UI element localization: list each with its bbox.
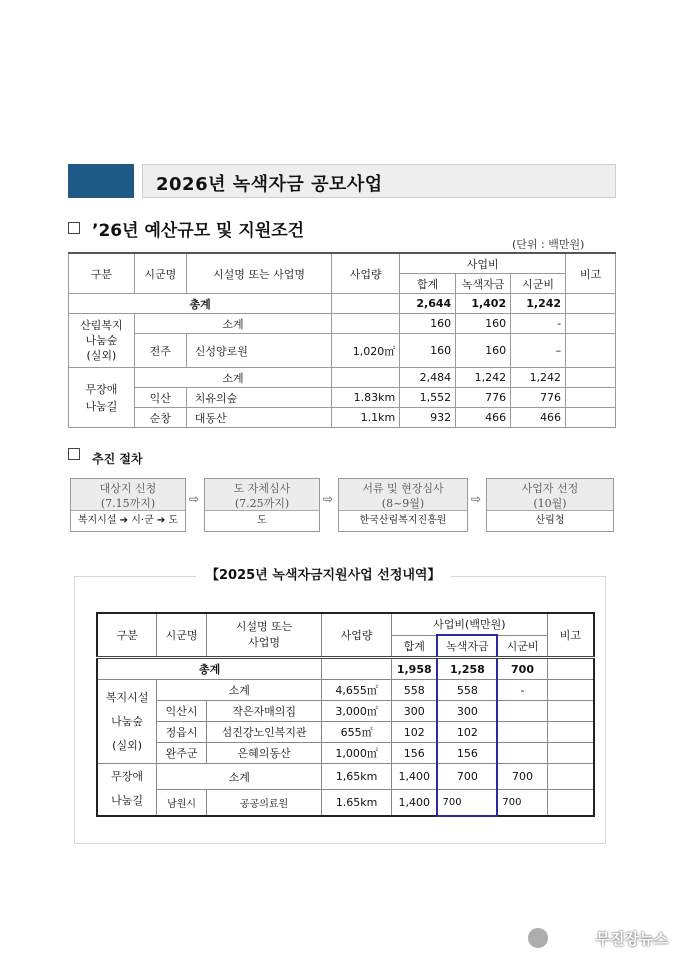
table-row [69, 368, 616, 388]
table-cell: - [497, 680, 547, 701]
table-cell: 655㎡ [322, 722, 392, 743]
table-cell: 156 [437, 743, 497, 764]
subtotal-label: 소계 [134, 314, 331, 334]
header-gubun: 구분 [97, 613, 157, 658]
step-period: (8~9월) [381, 497, 425, 510]
step-period: (10월) [533, 497, 567, 510]
header-note: 비고 [566, 253, 616, 294]
table-cell: 1.65km [322, 790, 392, 816]
table-cell: 치유의숲 [186, 388, 332, 408]
table-cell: 700 [497, 658, 547, 680]
table-cell: 2,644 [400, 294, 456, 314]
table-cell: 3,000㎡ [322, 701, 392, 722]
table-cell: 1,242 [511, 294, 566, 314]
table-cell [566, 408, 616, 428]
arrow-right-icon: ⇨ [189, 492, 200, 506]
table-cell: 익산시 [157, 701, 207, 722]
grand-total-label: 총계 [69, 294, 332, 314]
table-cell: 1,258 [437, 658, 497, 680]
table-cell [547, 722, 594, 743]
table-row [97, 701, 594, 722]
procedure-step-3 [338, 478, 468, 532]
step-actor: 한국산림복지진흥원 [359, 515, 447, 526]
watermark: 무진장뉴스 [595, 930, 668, 948]
step-title: 사업자 선정 [521, 482, 579, 495]
table-cell: 160 [400, 314, 456, 334]
results-table [96, 612, 595, 817]
table-cell: 대동산 [186, 408, 332, 428]
procedure-step-4 [486, 478, 614, 532]
header-gubun: 구분 [69, 253, 135, 294]
table-cell: 700 [497, 790, 547, 816]
header-facility-line: 시설명 또는 [235, 620, 293, 633]
table-cell: 4,655㎡ [322, 680, 392, 701]
table-header-row [97, 613, 594, 635]
section-heading-procedure: 추진 절차 [92, 452, 143, 466]
table-row [69, 388, 616, 408]
table-row [69, 334, 616, 368]
table-cell: 558 [392, 680, 438, 701]
category-line: 나눔길 [85, 399, 118, 413]
category-line: 산림복지 [80, 319, 123, 332]
header-local: 시군비 [497, 635, 547, 658]
category-line: 나눔길 [111, 794, 144, 808]
table-cell: 700 [437, 764, 497, 790]
section-heading-budget: ’26년 예산규모 및 지원조건 [92, 221, 305, 241]
table-header-row [69, 253, 616, 274]
subtotal-label: 소계 [134, 368, 331, 388]
subtotal-label: 소계 [157, 680, 322, 701]
checkbox-icon [68, 222, 80, 234]
table-cell: 466 [456, 408, 511, 428]
category-cell [97, 680, 157, 764]
table-cell: 300 [437, 701, 497, 722]
procedure-step-2 [204, 478, 320, 532]
table-cell [547, 680, 594, 701]
table-cell: 776 [511, 388, 566, 408]
table-cell: 1.1km [332, 408, 400, 428]
table-cell: 1,400 [392, 790, 438, 816]
title-accent-bar [68, 164, 134, 198]
table-cell: 160 [456, 334, 511, 368]
procedure-step-1 [70, 478, 186, 532]
category-line: 무장애 [85, 382, 118, 396]
category-cell [69, 368, 135, 428]
table-cell [332, 294, 400, 314]
category-cell [97, 764, 157, 816]
table-cell: 1,000㎡ [322, 743, 392, 764]
table-cell [547, 658, 594, 680]
table-cell: 1,65km [322, 764, 392, 790]
category-line: (실외) [112, 738, 143, 752]
table-cell: 1,020㎡ [332, 334, 400, 368]
table-cell: 1,242 [456, 368, 511, 388]
table-cell [566, 314, 616, 334]
watermark-logo-icon [528, 928, 548, 948]
table-cell: 완주군 [157, 743, 207, 764]
table-cell: 1,400 [392, 764, 438, 790]
table-cell: 932 [400, 408, 456, 428]
step-actor: 복지시설 ➔ 시·군 ➔ 도 [77, 515, 179, 526]
table-row [97, 764, 594, 790]
table-cell [497, 743, 547, 764]
table-cell: 1,242 [511, 368, 566, 388]
table-cell: 신성양로원 [186, 334, 332, 368]
step-title: 도 자체심사 [233, 482, 291, 495]
table-cell [332, 314, 400, 334]
header-facility [206, 613, 321, 658]
table-cell: 1,402 [456, 294, 511, 314]
table-cell: 섬진강노인복지관 [206, 722, 321, 743]
step-title: 대상지 신청 [99, 482, 157, 495]
step-actor: 도 [257, 515, 267, 526]
category-line: 나눔숲 [111, 714, 144, 728]
table-row [97, 722, 594, 743]
table-cell: 전주 [134, 334, 186, 368]
table-cell [566, 334, 616, 368]
table-cell [547, 743, 594, 764]
table-cell [332, 368, 400, 388]
budget-table [68, 252, 616, 428]
table-cell [497, 722, 547, 743]
header-green: 녹색자금 [437, 635, 497, 658]
table-cell [547, 701, 594, 722]
table-cell: 700 [437, 790, 497, 816]
table-cell [566, 388, 616, 408]
header-amount: 사업량 [332, 253, 400, 294]
header-facility-line: 사업명 [248, 636, 281, 649]
table-row [97, 680, 594, 701]
table-cell: 1.83km [332, 388, 400, 408]
table-cell: 1,958 [392, 658, 438, 680]
table-cell: 700 [497, 764, 547, 790]
table-cell: 은혜의동산 [206, 743, 321, 764]
grand-total-label: 총계 [97, 658, 322, 680]
header-local: 시군비 [511, 274, 566, 294]
table-cell: 776 [456, 388, 511, 408]
header-total: 합계 [400, 274, 456, 294]
table-cell: 1,552 [400, 388, 456, 408]
step-title-box [339, 479, 467, 511]
table-cell: 156 [392, 743, 438, 764]
table-row [97, 743, 594, 764]
table-row-grand-total [69, 294, 616, 314]
header-facility: 시설명 또는 사업명 [186, 253, 332, 294]
category-cell [69, 314, 135, 368]
table-cell [566, 294, 616, 314]
table-cell: 466 [511, 408, 566, 428]
table-cell: 102 [392, 722, 438, 743]
arrow-right-icon: ⇨ [471, 492, 482, 506]
table-row-grand-total [97, 658, 594, 680]
table-cell [566, 368, 616, 388]
step-title-box [71, 479, 185, 511]
table-row [69, 408, 616, 428]
table-row [69, 314, 616, 334]
table-cell [497, 701, 547, 722]
unit-label: (단위 : 백만원) [512, 238, 585, 251]
table-cell: 160 [400, 334, 456, 368]
table-cell [547, 790, 594, 816]
step-title-box [205, 479, 319, 511]
table-cell [322, 658, 392, 680]
category-line: 나눔숲 [85, 334, 118, 347]
step-title: 서류 및 현장심사 [362, 482, 444, 495]
header-cost: 사업비(백만원) [392, 613, 548, 635]
header-amount: 사업량 [322, 613, 392, 658]
arrow-right-icon: ⇨ [323, 492, 334, 506]
page-title: 2026년 녹색자금 공모사업 [156, 174, 383, 195]
table-row [97, 790, 594, 816]
table-cell: – [511, 334, 566, 368]
table-cell: 2,484 [400, 368, 456, 388]
checkbox-icon [68, 448, 80, 460]
table-cell [547, 764, 594, 790]
step-period: (7.15까지) [100, 497, 156, 510]
header-green: 녹색자금 [456, 274, 511, 294]
table-cell: 공공의료원 [206, 790, 321, 816]
step-title-box [487, 479, 613, 511]
category-line: 무장애 [111, 770, 144, 784]
category-line: (실외) [86, 349, 117, 362]
header-note: 비고 [547, 613, 594, 658]
section-heading-2025: 【2025년 녹색자금지원사업 선정내역】 [196, 564, 451, 583]
step-actor: 산림청 [535, 515, 565, 526]
header-sigun: 시군명 [134, 253, 186, 294]
table-cell: 정읍시 [157, 722, 207, 743]
category-line: 복지시설 [105, 690, 149, 704]
table-cell: 102 [437, 722, 497, 743]
table-cell: 300 [392, 701, 438, 722]
table-cell: 558 [437, 680, 497, 701]
table-cell: 순창 [134, 408, 186, 428]
table-cell: 160 [456, 314, 511, 334]
header-cost: 사업비 [400, 253, 566, 274]
subtotal-label: 소계 [157, 764, 322, 790]
table-cell: 남원시 [157, 790, 207, 816]
table-cell: - [511, 314, 566, 334]
header-sigun: 시군명 [157, 613, 207, 658]
table-cell: 익산 [134, 388, 186, 408]
table-cell: 작은자매의집 [206, 701, 321, 722]
header-total: 합계 [392, 635, 438, 658]
step-period: (7.25까지) [234, 497, 290, 510]
